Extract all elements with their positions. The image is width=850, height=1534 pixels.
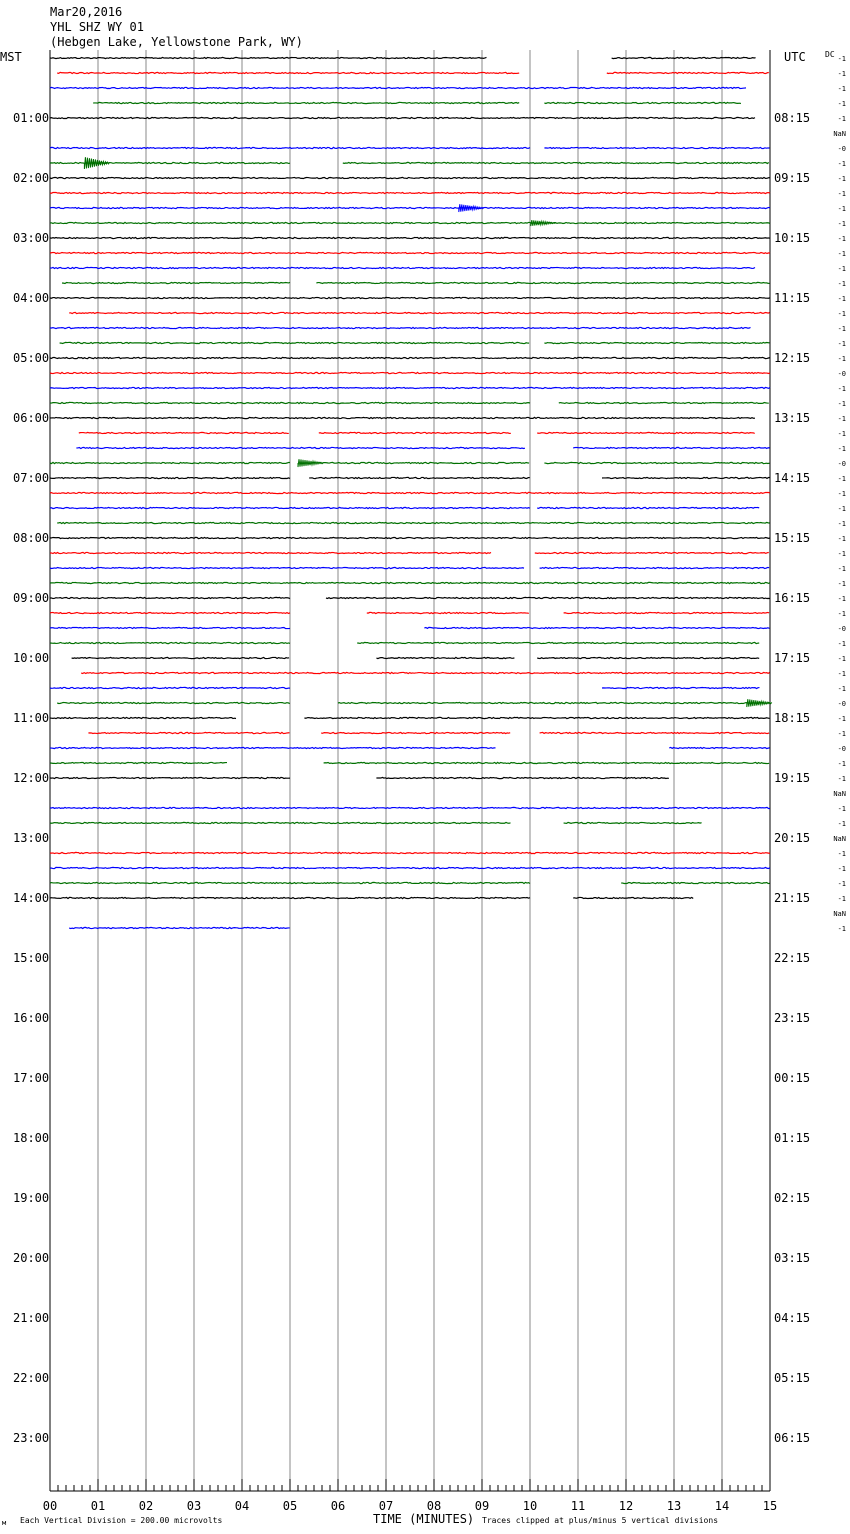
dc-offset-value: -1 (837, 820, 846, 828)
dc-offset-value: -1 (837, 340, 846, 348)
dc-offset-value: -1 (837, 415, 846, 423)
dc-offset-value: -1 (837, 355, 846, 363)
utc-hour-label: 01:15 (774, 1131, 811, 1145)
dc-offset-value: NaN (833, 835, 846, 843)
x-tick-label: 01 (90, 1499, 106, 1513)
utc-hour-label: 20:15 (774, 831, 811, 845)
x-tick-label: 04 (234, 1499, 250, 1513)
header-station: YHL SHZ WY 01 (50, 20, 144, 34)
mst-hour-label: 15:00 (13, 951, 50, 965)
dc-offset-value: -1 (837, 805, 846, 813)
dc-offset-value: -0 (837, 460, 846, 468)
dc-offset-value: -1 (837, 775, 846, 783)
dc-offset-value: -1 (837, 535, 846, 543)
dc-offset-value: -1 (837, 445, 846, 453)
dc-offset-value: -1 (837, 865, 846, 873)
utc-hour-label: 09:15 (774, 171, 811, 185)
mst-hour-label: 01:00 (13, 111, 50, 125)
dc-offset-value: -1 (837, 310, 846, 318)
utc-hour-label: 23:15 (774, 1011, 811, 1025)
x-tick-label: 03 (186, 1499, 202, 1513)
mst-hour-label: 18:00 (13, 1131, 50, 1145)
trace-segment (50, 762, 227, 763)
dc-offset-value: -1 (837, 265, 846, 273)
dc-offset-value: -0 (837, 700, 846, 708)
dc-offset-value: -1 (837, 325, 846, 333)
x-tick-label: 13 (666, 1499, 682, 1513)
mst-hour-label: 10:00 (13, 651, 50, 665)
trace-segment (50, 417, 755, 418)
x-tick-label: 07 (378, 1499, 394, 1513)
utc-hour-label: 05:15 (774, 1371, 811, 1385)
utc-hour-label: 10:15 (774, 231, 811, 245)
x-tick-label: 06 (330, 1499, 346, 1513)
mst-hour-label: 14:00 (13, 891, 50, 905)
dc-offset-value: -1 (837, 400, 846, 408)
x-tick-label: 11 (570, 1499, 586, 1513)
dc-offset-value: -1 (837, 205, 846, 213)
mst-hour-label: 06:00 (13, 411, 50, 425)
mst-hour-label: 12:00 (13, 771, 50, 785)
right-axis-label: UTC (784, 50, 806, 64)
dc-offset-value: -1 (837, 565, 846, 573)
clip-note: Traces clipped at plus/minus 5 vertical divisions (482, 1516, 719, 1525)
trace-segment (573, 447, 770, 448)
trace-segment (537, 657, 759, 658)
dc-offset-value: NaN (833, 790, 846, 798)
mst-hour-label: 05:00 (13, 351, 50, 365)
utc-hour-label: 22:15 (774, 951, 811, 965)
dc-offset-value: -1 (837, 160, 846, 168)
dc-offset-value: -1 (837, 295, 846, 303)
mst-hour-label: 20:00 (13, 1251, 50, 1265)
left-axis-label: MST (0, 50, 22, 64)
dc-offset-value: -1 (837, 610, 846, 618)
x-tick-label: 02 (138, 1499, 154, 1513)
dc-offset-value: -1 (837, 475, 846, 483)
dc-offset-value: -1 (837, 640, 846, 648)
x-tick-label: 14 (714, 1499, 730, 1513)
dc-offset-value: -1 (837, 55, 846, 63)
dc-offset-value: -1 (837, 685, 846, 693)
dc-offset-value: -1 (837, 520, 846, 528)
mst-hour-label: 13:00 (13, 831, 50, 845)
dc-label: DC (825, 50, 835, 59)
utc-hour-label: 11:15 (774, 291, 811, 305)
dc-offset-value: -0 (837, 370, 846, 378)
utc-hour-label: 15:15 (774, 531, 811, 545)
mst-hour-label: 07:00 (13, 471, 50, 485)
dc-offset-value: -1 (837, 250, 846, 258)
dc-offset-value: -1 (837, 490, 846, 498)
dc-offset-value: NaN (833, 130, 846, 138)
dc-offset-value: -0 (837, 745, 846, 753)
dc-offset-value: -1 (837, 505, 846, 513)
header-date: Mar20,2016 (50, 5, 123, 19)
dc-offset-value: -1 (837, 595, 846, 603)
dc-offset-value: -1 (837, 580, 846, 588)
utc-hour-label: 12:15 (774, 351, 811, 365)
scale-note: Each Vertical Division = 200.00 microvolts (20, 1516, 223, 1525)
utc-hour-label: 17:15 (774, 651, 811, 665)
x-tick-label: 08 (426, 1499, 442, 1513)
dc-offset-value: -1 (837, 655, 846, 663)
mst-hour-label: 11:00 (13, 711, 50, 725)
dc-offset-value: -1 (837, 550, 846, 558)
x-tick-label: 15 (762, 1499, 778, 1513)
mst-hour-label: 09:00 (13, 591, 50, 605)
utc-hour-label: 02:15 (774, 1191, 811, 1205)
utc-hour-label: 06:15 (774, 1431, 811, 1445)
mst-hour-label: 17:00 (13, 1071, 50, 1085)
dc-offset-value: -1 (837, 85, 846, 93)
dc-offset-value: -1 (837, 730, 846, 738)
utc-hour-label: 04:15 (774, 1311, 811, 1325)
x-tick-label: 05 (282, 1499, 298, 1513)
utc-hour-label: 21:15 (774, 891, 811, 905)
dc-offset-value: -0 (837, 625, 846, 633)
dc-offset-value: -1 (837, 70, 846, 78)
dc-offset-value: -1 (837, 280, 846, 288)
mst-hour-label: 02:00 (13, 171, 50, 185)
dc-offset-value: -1 (837, 235, 846, 243)
mst-hour-label: 04:00 (13, 291, 50, 305)
x-tick-label: 00 (42, 1499, 58, 1513)
x-tick-label: 12 (618, 1499, 634, 1513)
mst-hour-label: 19:00 (13, 1191, 50, 1205)
dc-offset-value: -1 (837, 880, 846, 888)
utc-hour-label: 14:15 (774, 471, 811, 485)
trace-segment (376, 777, 669, 778)
dc-offset-value: -1 (837, 430, 846, 438)
dc-offset-value: -1 (837, 850, 846, 858)
trace-segment (357, 642, 759, 643)
x-axis-title: TIME (MINUTES) (373, 1512, 475, 1526)
mst-hour-label: 03:00 (13, 231, 50, 245)
utc-hour-label: 03:15 (774, 1251, 811, 1265)
header-location: (Hebgen Lake, Yellowstone Park, WY) (50, 35, 303, 49)
dc-offset-value: -1 (837, 895, 846, 903)
utc-hour-label: 13:15 (774, 411, 811, 425)
utc-hour-label: 16:15 (774, 591, 811, 605)
corner-mark: м (2, 1519, 7, 1527)
utc-hour-label: 18:15 (774, 711, 811, 725)
mst-hour-label: 21:00 (13, 1311, 50, 1325)
dc-offset-value: -1 (837, 715, 846, 723)
utc-hour-label: 19:15 (774, 771, 811, 785)
dc-offset-value: -1 (837, 115, 846, 123)
dc-offset-value: NaN (833, 910, 846, 918)
dc-offset-value: -0 (837, 145, 846, 153)
mst-hour-label: 08:00 (13, 531, 50, 545)
dc-offset-value: -1 (837, 220, 846, 228)
dc-offset-value: -1 (837, 925, 846, 933)
trace-segment (564, 612, 770, 613)
dc-offset-value: -1 (837, 100, 846, 108)
dc-offset-value: -1 (837, 760, 846, 768)
x-tick-label: 09 (474, 1499, 490, 1513)
utc-hour-label: 00:15 (774, 1071, 811, 1085)
x-tick-label: 10 (522, 1499, 538, 1513)
dc-offset-value: -1 (837, 190, 846, 198)
mst-hour-label: 23:00 (13, 1431, 50, 1445)
dc-offset-value: -1 (837, 670, 846, 678)
dc-offset-value: -1 (837, 175, 846, 183)
dc-offset-value: -1 (837, 385, 846, 393)
utc-hour-label: 08:15 (774, 111, 811, 125)
mst-hour-label: 16:00 (13, 1011, 50, 1025)
mst-hour-label: 22:00 (13, 1371, 50, 1385)
